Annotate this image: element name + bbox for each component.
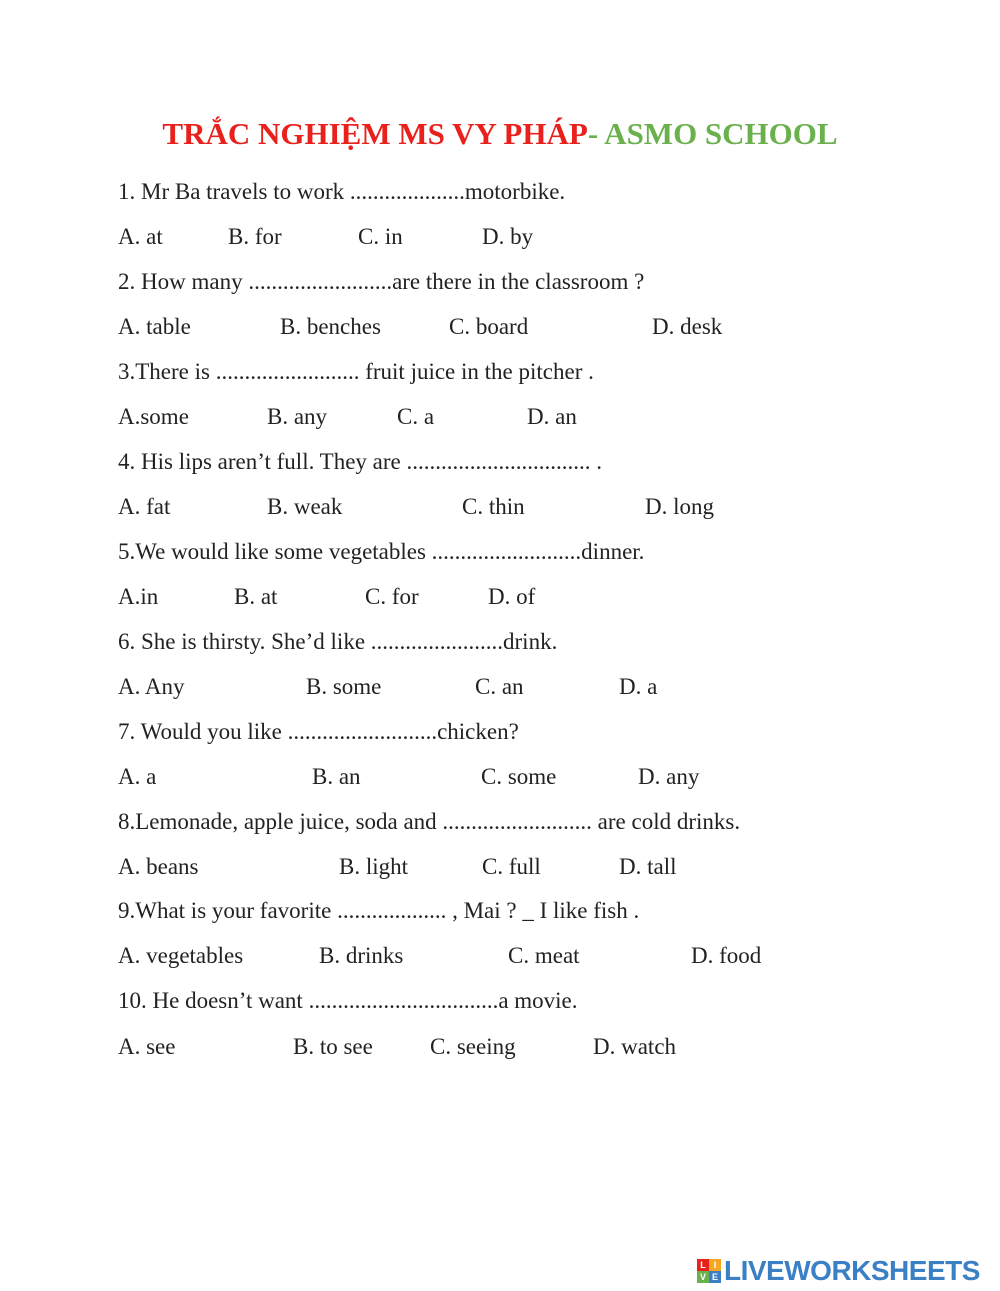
- option-b[interactable]: B. for: [228, 224, 282, 249]
- option-d[interactable]: D. of: [488, 584, 536, 609]
- option-c[interactable]: C. in: [358, 224, 403, 249]
- option-c[interactable]: C. thin: [462, 494, 525, 519]
- question-6: 6. She is thirsty. She’d like .......................drink.: [118, 629, 558, 654]
- option-d[interactable]: D. long: [645, 494, 714, 519]
- option-a[interactable]: A.some: [118, 404, 189, 429]
- option-d[interactable]: D. any: [638, 764, 700, 789]
- option-a[interactable]: A. a: [118, 764, 157, 789]
- option-d[interactable]: D. desk: [652, 314, 723, 339]
- option-c[interactable]: C. a: [397, 404, 435, 429]
- option-d[interactable]: D. by: [482, 224, 534, 249]
- option-a[interactable]: A. vegetables: [118, 943, 244, 968]
- option-a[interactable]: A. Any: [118, 674, 185, 699]
- option-c[interactable]: C. an: [475, 674, 524, 699]
- brand-name: LIVEWORKSHEETS: [724, 1255, 980, 1286]
- option-b[interactable]: B. drinks: [319, 943, 404, 968]
- option-a[interactable]: A. fat: [118, 494, 171, 519]
- option-a[interactable]: A.in: [118, 584, 159, 609]
- option-b[interactable]: B. an: [312, 764, 361, 789]
- option-b[interactable]: B. at: [234, 584, 278, 609]
- liveworksheets-brand: [697, 1254, 980, 1288]
- question-2: 2. How many .........................are there in the classroom ?: [118, 269, 645, 294]
- option-a[interactable]: A. at: [118, 224, 163, 249]
- liveworksheets-logo-icon: [697, 1259, 721, 1283]
- option-b[interactable]: B. to see: [293, 1034, 373, 1059]
- option-a[interactable]: A. table: [118, 314, 191, 339]
- title-school: - ASMO SCHOOL: [587, 116, 838, 151]
- option-b[interactable]: B. light: [339, 854, 409, 879]
- logo-letter: E: [709, 1271, 721, 1283]
- option-c[interactable]: C. board: [449, 314, 529, 339]
- option-d[interactable]: D. a: [619, 674, 658, 699]
- option-a[interactable]: A. see: [118, 1034, 176, 1059]
- option-b[interactable]: B. some: [306, 674, 382, 699]
- option-d[interactable]: D. watch: [593, 1034, 677, 1059]
- option-d[interactable]: D. tall: [619, 854, 677, 879]
- option-c[interactable]: C. some: [481, 764, 557, 789]
- option-c[interactable]: C. seeing: [430, 1034, 516, 1059]
- page-title: [0, 116, 1000, 152]
- option-c[interactable]: C. meat: [508, 943, 580, 968]
- option-c[interactable]: C. full: [482, 854, 541, 879]
- option-a[interactable]: A. beans: [118, 854, 199, 879]
- option-b[interactable]: B. weak: [267, 494, 343, 519]
- logo-letter: L: [697, 1259, 709, 1271]
- question-8: 8.Lemonade, apple juice, soda and .......................... are cold drinks.: [118, 809, 741, 834]
- question-10: 10. He doesn’t want .................................a movie.: [118, 988, 578, 1013]
- option-b[interactable]: B. any: [267, 404, 328, 429]
- question-4: 4. His lips aren’t full. They are ................................ .: [118, 449, 602, 474]
- question-3: 3.There is ......................... fruit juice in the pitcher .: [118, 359, 594, 384]
- option-d[interactable]: D. an: [527, 404, 577, 429]
- option-d[interactable]: D. food: [691, 943, 762, 968]
- question-1: 1. Mr Ba travels to work ....................motorbike.: [118, 179, 566, 204]
- title-main: TRẮC NGHIỆM MS VY PHÁP: [162, 116, 588, 151]
- question-5: 5.We would like some vegetables ..........................dinner.: [118, 539, 645, 564]
- question-7: 7. Would you like ..........................chicken?: [118, 719, 519, 744]
- option-c[interactable]: C. for: [365, 584, 419, 609]
- option-b[interactable]: B. benches: [280, 314, 381, 339]
- question-9: 9.What is your favorite ................... , Mai ? _ I like fish .: [118, 898, 640, 923]
- logo-letter: I: [709, 1259, 721, 1271]
- logo-letter: V: [697, 1271, 709, 1283]
